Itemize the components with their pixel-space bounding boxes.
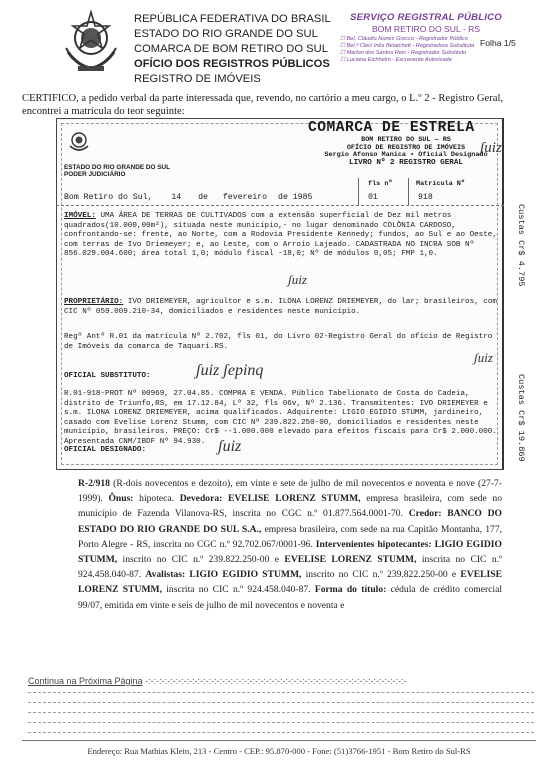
date-de: de	[198, 193, 208, 202]
avalistas-label: Avalistas: LIGIO EGIDIO STUMM,	[145, 569, 302, 581]
signature-reg-ant: ʃuiz	[474, 350, 493, 365]
footer-divider	[22, 740, 536, 741]
comarca-sub-city: BOM RETIRO DO SUL — RS	[361, 136, 451, 144]
matricula-label: Matrícula Nº	[416, 180, 465, 188]
credor-text: empresa brasileira, com sede na rua Capitão Montanha, 177, Porto Alegre - RS, inscrita no CGC n.º 92.702.067/0001-96.	[78, 523, 503, 550]
header-estado: ESTADO DO RIO GRANDE DO SUL	[134, 28, 318, 40]
header-registro: REGISTRO DE IMÓVEIS	[134, 73, 261, 85]
evelise2-label: EVELISE LORENZ STUMM,	[78, 569, 502, 596]
estado-poder	[64, 164, 170, 179]
coat-of-arms-icon	[58, 8, 124, 74]
estado-label: ESTADO DO RIO GRANDE DO SUL	[64, 164, 171, 171]
comarca-title: COMARCA DE ESTRELA	[308, 120, 475, 136]
date-day: 14	[171, 193, 182, 202]
evelise-text: inscrita no CIC n.º 924.458.040-87.	[78, 554, 503, 581]
evelise-label: EVELISE LORENZ STUMM,	[284, 554, 417, 566]
imovel-label: IMÓVEL:	[64, 212, 96, 220]
signature-top: ʃuiz	[480, 140, 502, 156]
footer-address: Endereço: Rua Mathias Klein, 213 - Centro - CEP.: 95.870-000 - Fone: (51)3766-1951 - Bom Retiro do Sul-RS	[87, 746, 471, 756]
signature-imovel: ʃuiz	[288, 272, 307, 287]
comarca-sub-oficio: OFÍCIO DE REGISTRO DE IMÓVEIS	[346, 143, 466, 152]
date-year: 85	[302, 193, 313, 202]
proprietario-section	[64, 298, 500, 317]
oficial-designado-label: OFICIAL DESIGNADO:	[64, 446, 147, 454]
oficial-substituto-label: OFICIAL SUBSTITUTO:	[64, 372, 151, 380]
fls-value: 01	[368, 193, 378, 202]
filler-line	[28, 692, 534, 700]
comarca-subtitle	[318, 137, 494, 167]
stamp-name: ☐ Bel. Cláudio Nunes Grecco - Registrador Público	[340, 36, 514, 43]
matricula-value: 918	[418, 193, 433, 202]
avalistas-text: inscrito no CIC n.º 239.822.250-00 e	[301, 569, 461, 581]
onus-label: Ônus:	[108, 493, 134, 505]
r2-registration	[78, 476, 502, 613]
imovel-section	[64, 212, 500, 260]
intervenientes-text: inscrito no CIC n.º 239.822.250-00 e	[117, 554, 285, 566]
forma-text: cédula de crédito comercial 99/07, emitida em vinte e seis de julho de mil novecentos e noventa e	[78, 584, 503, 611]
header-lines	[134, 12, 331, 87]
r1-text: R.01-918-PROT Nº 00969, 27.04.85. COMPRA E VENDA. Público Tabelionato de Costa do Cadeia, distrito de Triunfo,RS, em 17.12.84, Lº 32, fls 06v, Nº 2.136. Transmitentes: IVO DRIEMEYER e s.m. ILONA LORENZ DRIEMEYER, acima qualificados. Adquirente: LIGIO EGIDIO STUMM, jardineiro, casado com Evelise Lorenz Stumm, com CIC Nº 239.822.250-00, domiciliados e residentes neste município, brasileiros. PREÇO: Cr$ --1.000.000 elevado para efeitos fiscais para Cr$ 2.000.000. Apresentada CNM/IBDF Nº 94.930.	[64, 390, 497, 446]
signature-designado: ʃuiz	[218, 438, 242, 455]
custas-second: Custas Cr$ 19.869	[516, 374, 526, 462]
forma-label: Forma do título:	[314, 584, 387, 596]
poder-judiciario-label: PODER JUDICIÁRIO	[64, 171, 126, 179]
stamp-subtitle: BOM RETIRO DO SUL - RS	[371, 24, 481, 34]
continua-label: Continua na Próxima Página	[28, 676, 143, 686]
page-number: Folha 1/5	[480, 38, 516, 48]
stamp-name: ☐ Bel.ª Cleci Inês Belatchett - Registradora Substituta	[340, 43, 514, 50]
header-republica: REPÚBLICA FEDERATIVA DO BRASIL	[134, 13, 331, 25]
filler-line	[28, 722, 534, 730]
continua-line	[28, 676, 534, 686]
header-comarca: COMARCA DE BOM RETIRO DO SUL	[134, 43, 328, 55]
comarca-sub-livro: LIVRO Nº 2 REGISTRO GERAL	[349, 158, 463, 167]
reg-ant-section	[64, 333, 500, 352]
stamp-title: SERVIÇO REGISTRAL PÚBLICO	[350, 12, 502, 23]
date-de-19: de 19	[278, 193, 303, 202]
date-month: fevereiro	[222, 193, 268, 202]
stamp-name: ☐ Luciana Eichhelm - Escrevente Autorizada	[340, 57, 514, 64]
proprietario-label: PROPRIETÁRIO:	[64, 298, 124, 306]
oficial-designado-row	[64, 446, 500, 456]
proprietario-text: IVO DRIEMEYER, agricultor e s.m. ILONA LORENZ DRIEMEYER, do lar; brasileiros, com CIC Nº 059.009.210-34, domiciliados e residentes neste município.	[64, 298, 497, 316]
imovel-text: UMA ÁREA DE TERRAS DE CULTIVADOS com a extensão superficial de Dez mil metros quadrados(10.000,00m²), situada neste município,- no lugar denominado COLÔNIA CARDOSO, confrontando-se: frente, ao Norte, com a Rodovia Presidente Kennedy; fundos, ao Sul e ao Oeste, com terras de Ivo Driemeyer; e, ao Leste, com o Arroio Lajeado. CADASTRADA NO INCRA SOB Nº 856.029.004.600; área total 1,0; módulo fiscal -18,0; Nº de módulos 0,05; FMP 1,0.	[64, 212, 497, 259]
reg-ant-text: Regº Antº R.01 da matrícula Nº 2.702, fls 01, do Livro 02-Registro Geral do ofício de Registro de Imóveis da comarca de Taquari.RS.	[64, 333, 493, 351]
signature-substituto: ʃuiz ʃepinq	[196, 362, 264, 379]
date-row	[64, 180, 504, 202]
stamp-name: ☐ Marlon dos Santos Reis - Registrador Substituto	[340, 50, 514, 57]
custas-margin	[512, 204, 526, 474]
header-oficio: OFÍCIO DOS REGISTROS PÚBLICOS	[134, 58, 330, 70]
fls-label: fls nº	[368, 180, 393, 188]
date-row-divider	[56, 205, 504, 206]
devedora-label: Devedora: EVELISE LORENZ STUMM,	[179, 493, 361, 505]
comarca-sub-oficial: Sergio Afonso Manica • Oficial Designado	[324, 151, 488, 160]
intervenientes-label: Intervenientes hipotecantes: LIGIO EGIDIO STUMM,	[78, 538, 502, 566]
certifico-paragraph: CERTIFICO, a pedido verbal da parte interessada que, revendo, no cartório a meu cargo, o L.º 2 - Registro Geral, encontrei a matrícula do teor seguinte:	[22, 93, 504, 117]
evelise2-text: inscrita no CIC n.º 924.458.040-87.	[161, 584, 315, 596]
credor-label: Credor: BANCO DO ESTADO DO RIO GRANDE DO SUL S.A.,	[78, 508, 502, 535]
r1-section	[64, 390, 500, 448]
date-place: Bom Retiro do Sul,	[64, 193, 153, 202]
filler-line	[28, 712, 534, 720]
r2-label: R-2/918	[78, 478, 110, 489]
oficial-substituto-row	[64, 372, 500, 382]
document-header	[0, 0, 558, 92]
filler-line	[28, 702, 534, 710]
r2-date: (R-dois novecentos e dezoito), em vinte e sete de julho de mil novecentos e noventa e nove (27-7-1999).	[78, 478, 502, 505]
filler-line	[28, 732, 534, 740]
onus-text: hipoteca.	[133, 493, 180, 505]
custas-first: Custas Cr$ 4.795	[516, 204, 526, 287]
card-coat-of-arms-icon	[66, 128, 92, 154]
continua-dashes: -:-:-:-:-:-:-:-:-:-:-:-:-:-:-:-:-:-:-:-:-:-:-:-:-:-:-:-:-:-:-:-:-:-:-:-:-:-:-:-:-:-:-:-:-:-:-:-	[145, 676, 407, 686]
devedora-text: empresa brasileira, com sede no município de Fazenda Vilanova-RS, inscrita no CGC n.º 01.877.564.0001-70.	[78, 493, 503, 520]
